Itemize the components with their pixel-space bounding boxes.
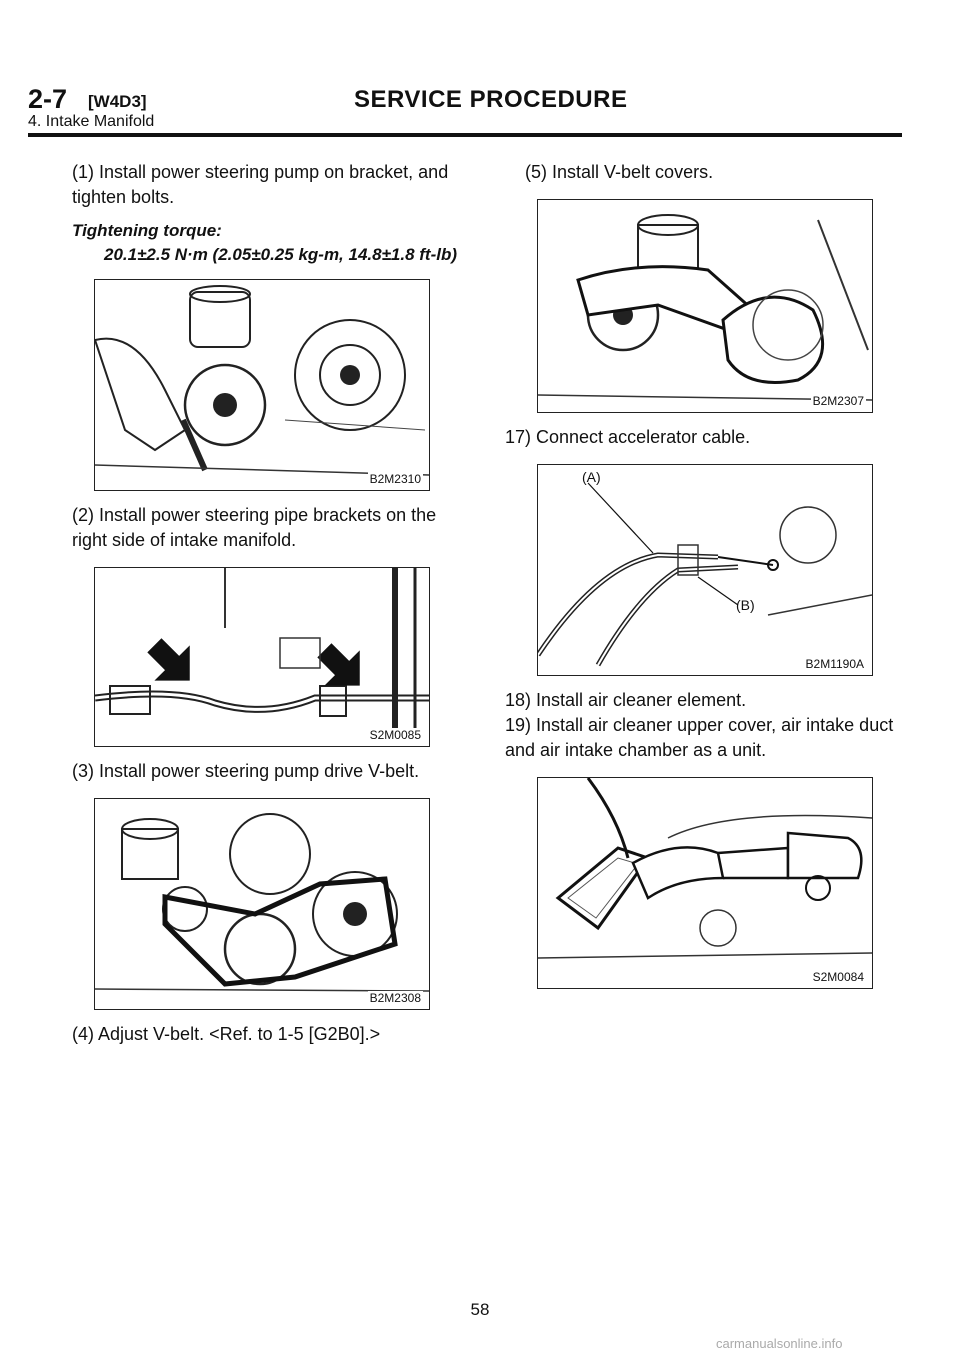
- drive-v-belt-illustration: [95, 799, 429, 1009]
- torque-label: Tightening torque:: [72, 221, 222, 240]
- section-code: [W4D3]: [88, 92, 147, 111]
- figure-v-belt-covers: [537, 199, 873, 413]
- figure-pipe-brackets: [94, 567, 430, 747]
- torque-value: 20.1±2.5 N·m (2.05±0.25 kg-m, 14.8±1.8 ft-lb): [104, 245, 458, 264]
- figure-air-cleaner-unit: [537, 777, 873, 989]
- figure-code: S2M0085: [369, 728, 421, 742]
- section-title: SERVICE PROCEDURE: [354, 86, 628, 113]
- pump-bracket-illustration: [95, 280, 429, 490]
- step-17-text: 17) Connect accelerator cable.: [505, 427, 751, 447]
- pipe-brackets-illustration: [95, 568, 429, 746]
- step-3-text: (3) Install power steering pump drive V-belt.: [72, 761, 420, 781]
- step-4-text: (4) Adjust V-belt. <Ref. to 1-5 [G2B0].>: [72, 1024, 381, 1044]
- v-belt-covers-illustration: [538, 200, 872, 412]
- air-cleaner-unit-illustration: [538, 778, 872, 988]
- accelerator-cable-illustration: [538, 465, 872, 675]
- right-column: [505, 160, 895, 989]
- header-rule: [28, 133, 902, 137]
- figure-code: B2M2310: [369, 472, 421, 486]
- figure-code: B2M1190A: [805, 657, 864, 671]
- page-number: 58: [470, 1300, 490, 1319]
- callout-a-label: (A): [582, 469, 601, 485]
- left-column: [72, 160, 462, 1047]
- section-subtitle: 4. Intake Manifold: [28, 113, 155, 130]
- step-18-text: 18) Install air cleaner element.: [505, 690, 747, 710]
- step-1-text: (1) Install power steering pump on bracket, and tighten bolts.: [72, 162, 449, 207]
- step-19-text: 19) Install air cleaner upper cover, air intake duct and air intake chamber as a unit.: [505, 715, 894, 760]
- figure-code: B2M2308: [369, 991, 421, 1005]
- step-5-text: (5) Install V-belt covers.: [525, 162, 714, 182]
- figure-code: B2M2307: [812, 394, 864, 408]
- figure-code: S2M0084: [812, 970, 864, 984]
- figure-accelerator-cable: [537, 464, 873, 676]
- figure-drive-v-belt: [94, 798, 430, 1010]
- step-2-text: (2) Install power steering pipe brackets on the right side of intake manifold.: [72, 505, 437, 550]
- section-number: 2-7: [28, 84, 68, 114]
- callout-b-label: (B): [736, 597, 755, 613]
- figure-pump-bracket: [94, 279, 430, 491]
- watermark: carmanualsonline.info: [716, 1336, 843, 1351]
